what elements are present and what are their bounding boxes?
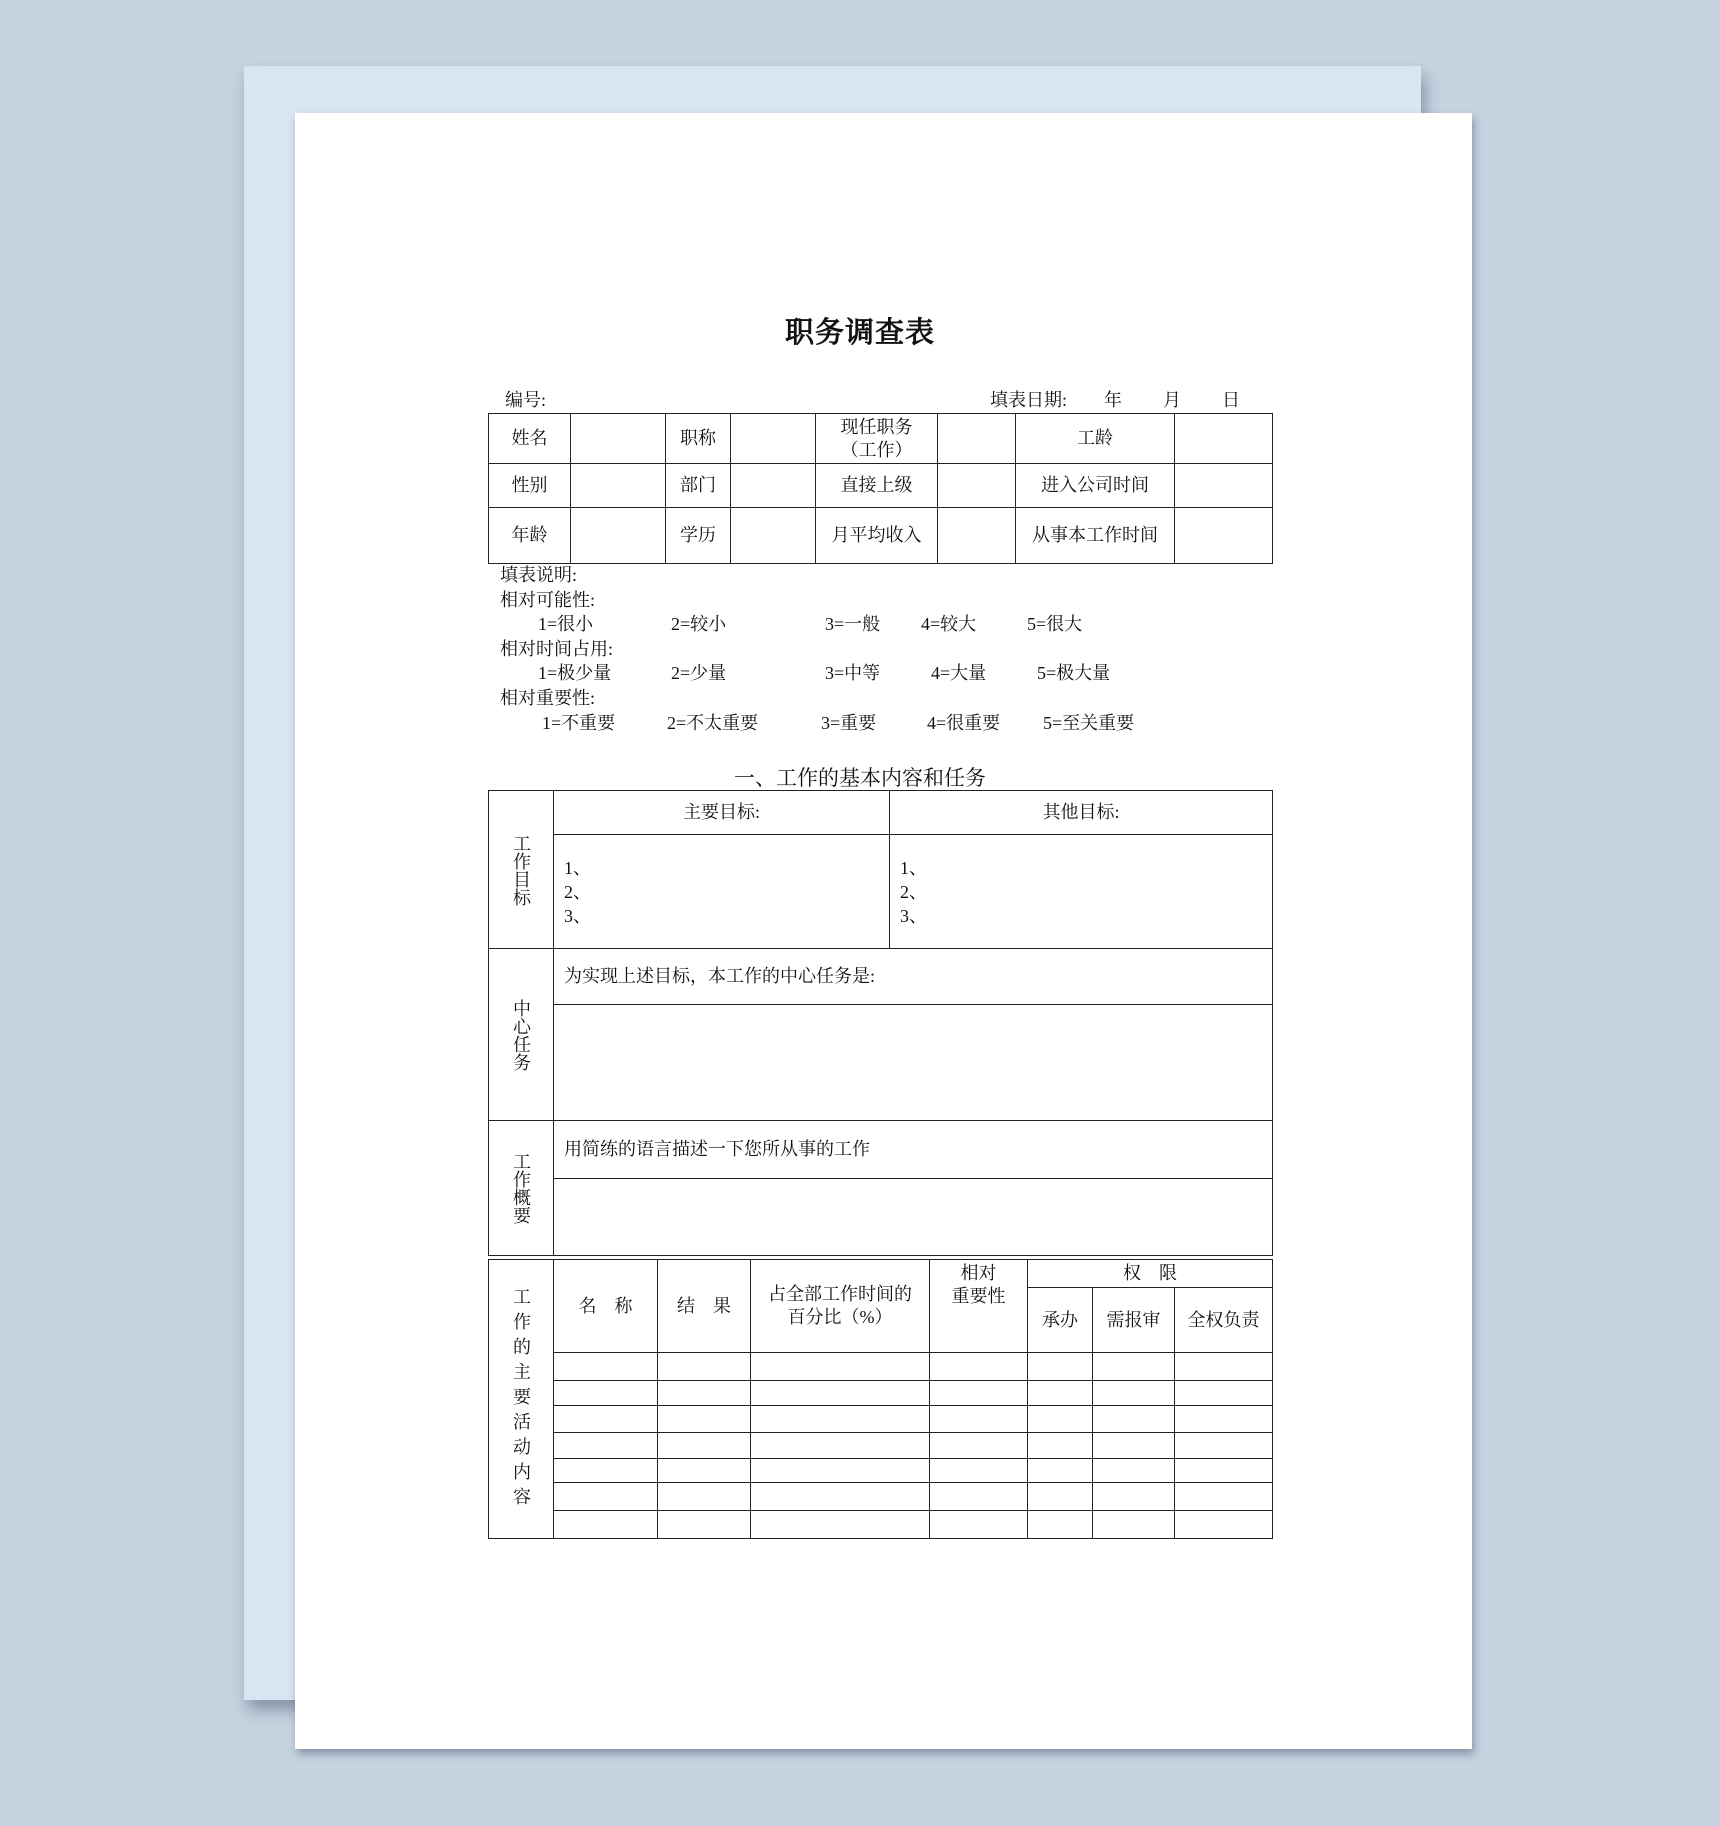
header-authority: 权 限 (1028, 1260, 1273, 1288)
label-department: 部门 (666, 464, 731, 508)
job-summary-label: 工作概要 (489, 1121, 554, 1256)
field-title[interactable] (731, 414, 816, 464)
field-job-tenure[interactable] (1175, 508, 1273, 564)
importance-label: 相对重要性: (500, 687, 596, 708)
label-seniority: 工龄 (1016, 414, 1175, 464)
form-id-label: 编号: (505, 390, 547, 410)
job-summary-field[interactable] (554, 1179, 1273, 1256)
field-monthly-income[interactable] (938, 508, 1016, 564)
header-handle: 承办 (1028, 1288, 1093, 1353)
label-age: 年龄 (489, 508, 571, 564)
primary-goals-header: 主要目标: (554, 791, 890, 835)
document-title: 职务调查表 (784, 315, 935, 349)
central-task-prompt: 为实现上述目标，本工作的中心任务是: (554, 949, 1273, 1005)
fill-date-label: 填表日期: (990, 390, 1068, 410)
field-supervisor[interactable] (938, 464, 1016, 508)
field-age[interactable] (571, 508, 666, 564)
time-share-label: 相对时间占用: (500, 638, 614, 659)
label-gender: 性别 (489, 464, 571, 508)
header-relative-importance: 相对 重要性 (930, 1260, 1028, 1353)
importance-scale: 1=不重要 2=不太重要 3=重要 4=很重要 5=至关重要 (542, 712, 1135, 733)
header-time-percentage: 占全部工作时间的 百分比（%） (751, 1260, 930, 1353)
time-share-scale: 1=极少量 2=少量 3=中等 4=大量 5=极大量 (538, 663, 1111, 684)
label-education: 学历 (666, 508, 731, 564)
instructions-heading: 填表说明: (500, 565, 578, 585)
primary-goals-field[interactable]: 1、 2、 3、 (554, 835, 890, 949)
date-day: 日 (1222, 390, 1241, 410)
basic-info-table (488, 413, 1273, 564)
field-seniority[interactable] (1175, 414, 1273, 464)
table-row (489, 1433, 1273, 1459)
header-needs-approval: 需报审 (1093, 1288, 1175, 1353)
section-title: 一、工作的基本内容和任务 (734, 766, 986, 790)
activities-side-label: 工作的主要活动内容 (489, 1260, 554, 1539)
other-goals-field[interactable]: 1、 2、 3、 (890, 835, 1273, 949)
date-year: 年 (1104, 390, 1123, 410)
field-department[interactable] (731, 464, 816, 508)
label-job-tenure: 从事本工作时间 (1016, 508, 1175, 564)
date-month: 月 (1163, 390, 1182, 410)
header-result: 结 果 (658, 1260, 751, 1353)
fill-instructions (500, 563, 1135, 735)
header-name: 名 称 (554, 1260, 658, 1353)
other-goals-header: 其他目标: (890, 791, 1273, 835)
table-row (489, 1483, 1273, 1511)
label-title: 职称 (666, 414, 731, 464)
main-activities-table (488, 1259, 1273, 1539)
job-content-table (488, 790, 1273, 1256)
field-name[interactable] (571, 414, 666, 464)
work-goals-label: 工作目标 (489, 791, 554, 949)
table-row (489, 1459, 1273, 1483)
table-row (489, 1353, 1273, 1381)
label-monthly-income: 月平均收入 (816, 508, 938, 564)
table-row (489, 1406, 1273, 1433)
field-gender[interactable] (571, 464, 666, 508)
label-current-position: 现任职务 （工作） (816, 414, 938, 464)
table-row (489, 1511, 1273, 1539)
job-summary-prompt: 用简练的语言描述一下您所从事的工作 (554, 1121, 1273, 1179)
field-current-position[interactable] (938, 414, 1016, 464)
field-join-date[interactable] (1175, 464, 1273, 508)
central-task-field[interactable] (554, 1005, 1273, 1121)
central-task-label: 中心任务 (489, 949, 554, 1121)
label-name: 姓名 (489, 414, 571, 464)
label-join-date: 进入公司时间 (1016, 464, 1175, 508)
table-row (489, 1381, 1273, 1406)
likelihood-label: 相对可能性: (500, 589, 596, 610)
label-supervisor: 直接上级 (816, 464, 938, 508)
header-full-responsibility: 全权负责 (1175, 1288, 1273, 1353)
likelihood-scale: 1=很小 2=较小 3=一般 4=较大 5=很大 (538, 614, 1083, 635)
field-education[interactable] (731, 508, 816, 564)
fill-date (990, 386, 1240, 412)
